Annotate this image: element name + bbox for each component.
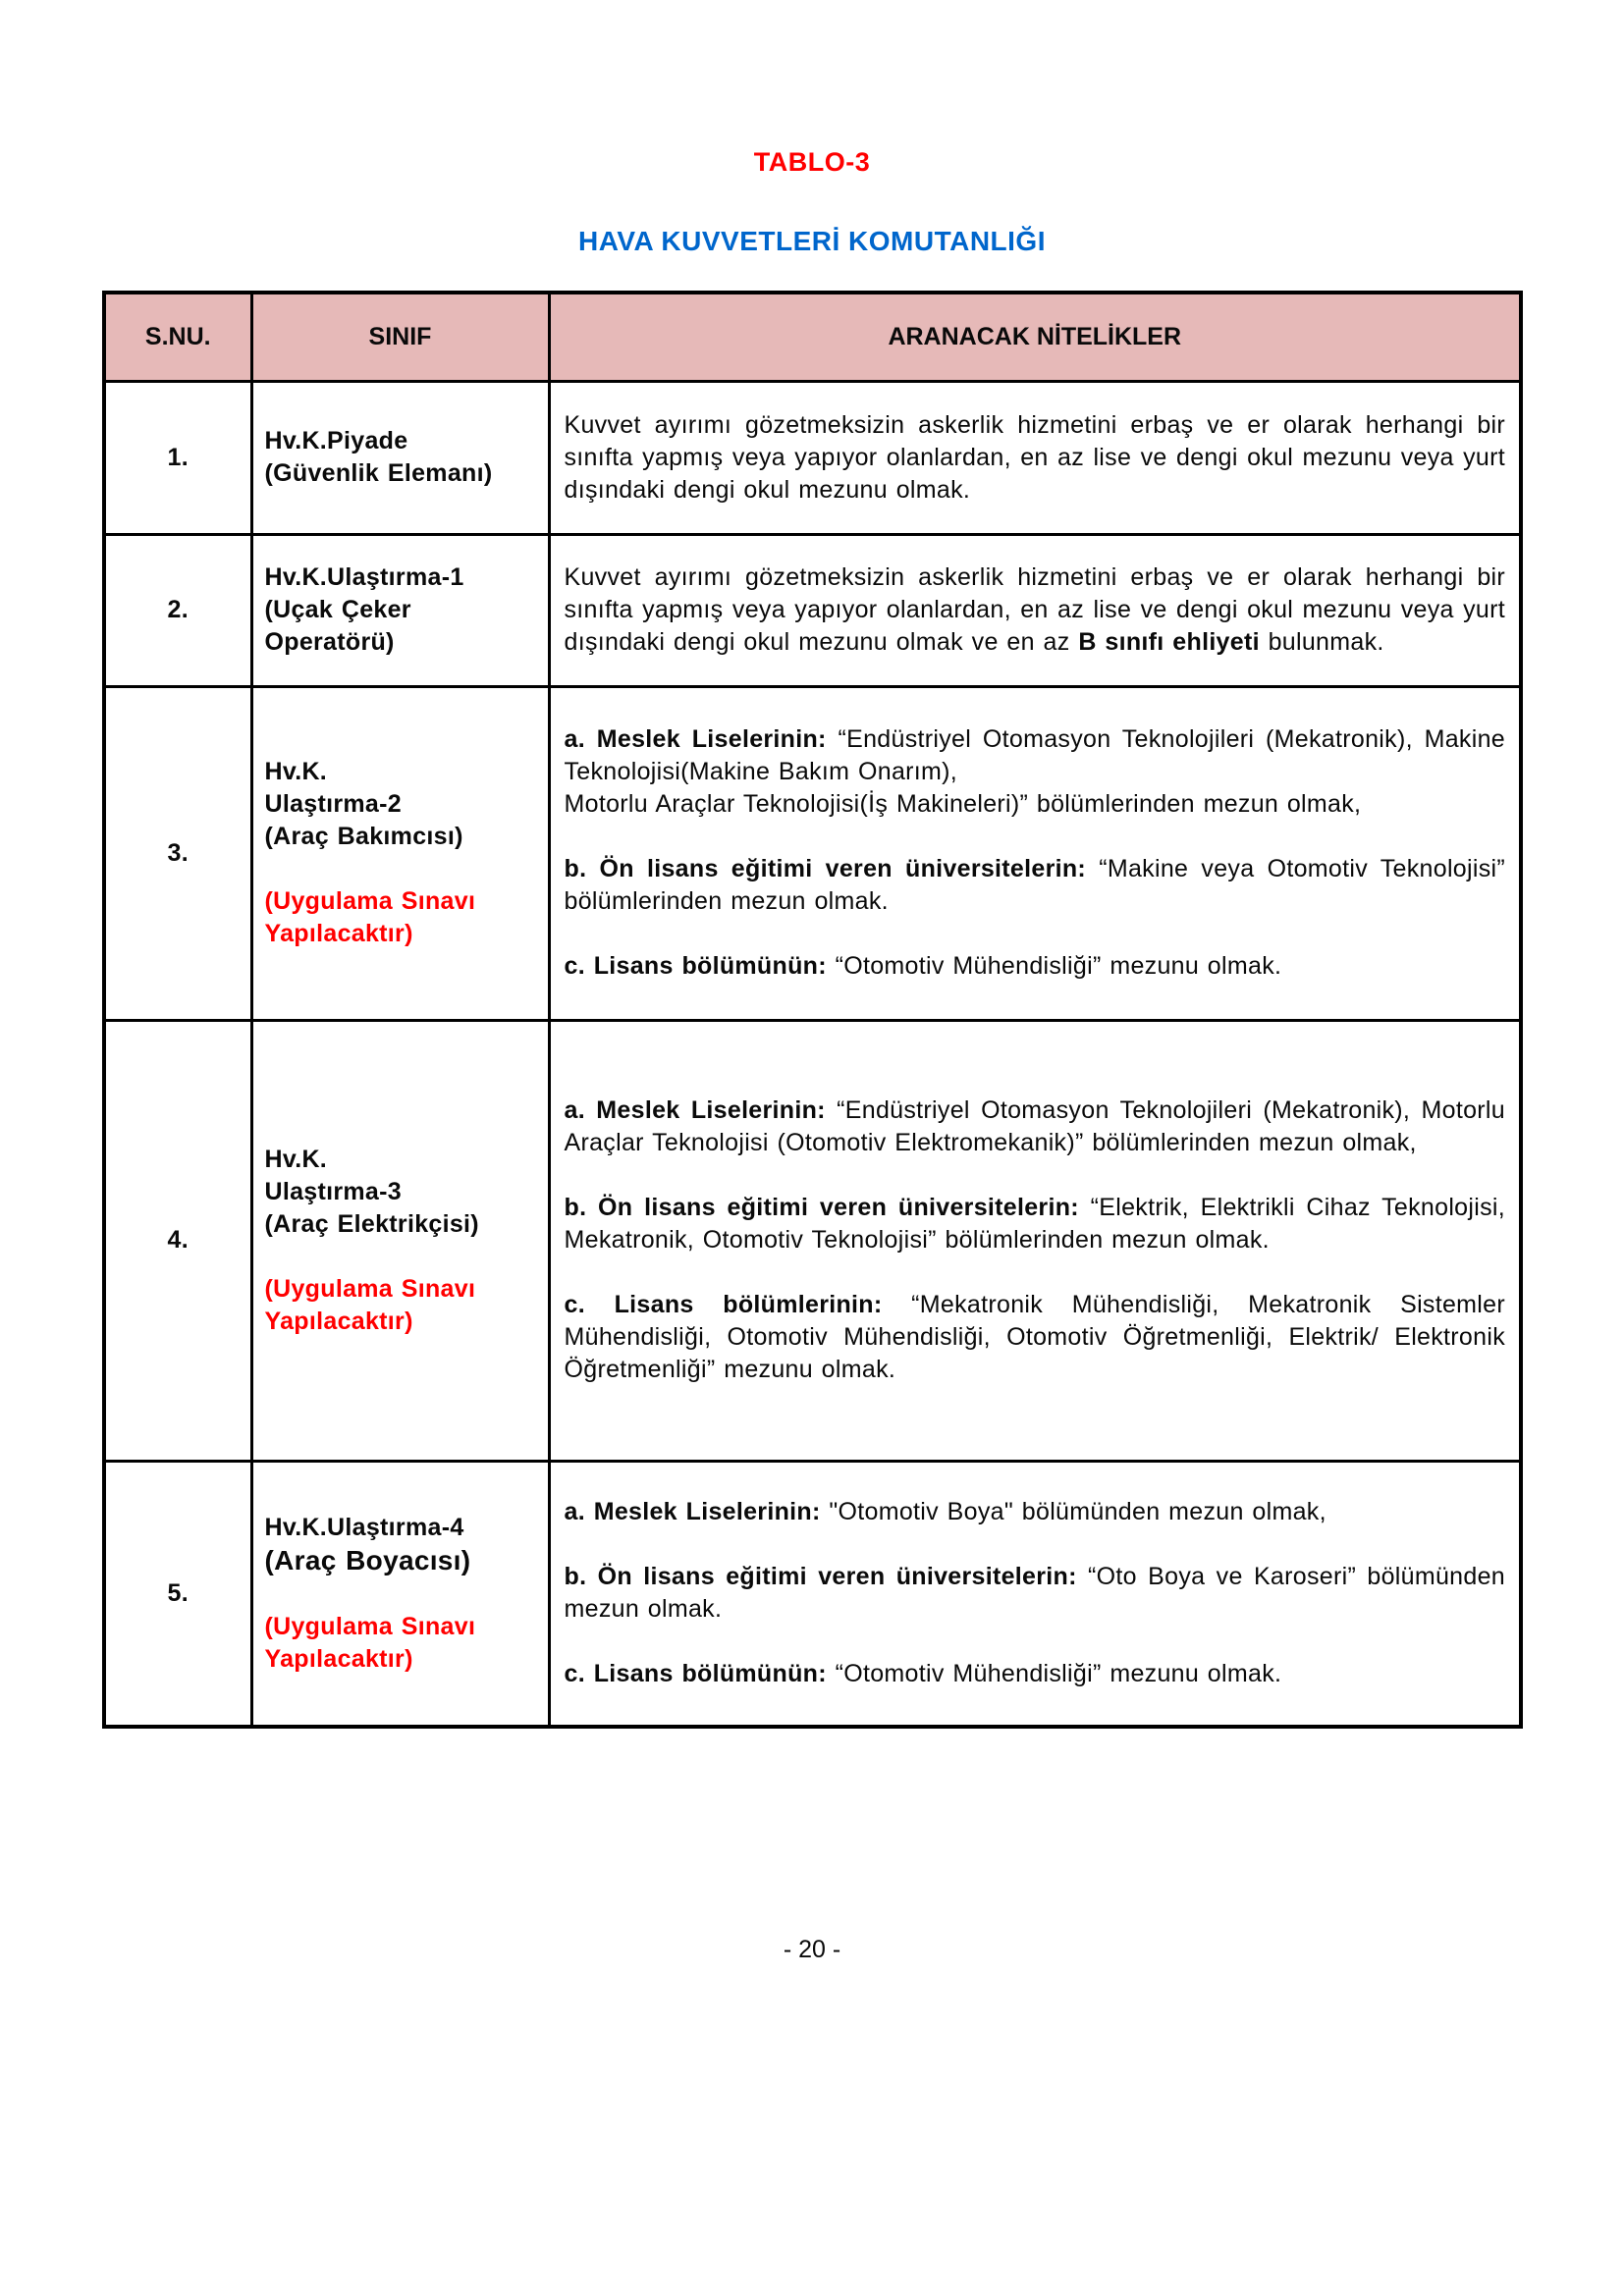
header-nitelikler: ARANACAK NİTELİKLER	[549, 293, 1521, 381]
table-header-row	[104, 293, 1521, 381]
cell-paragraph: Kuvvet ayırımı gözetmeksizin askerlik hizmetini erbaş ve er olarak herhangi bir sınıfta yapmış veya yapıyor olanlardan, en az lise ve dengi okul mezunu veya yurt dışındaki dengi okul mezunu olmak.	[564, 410, 1505, 504]
cell-nitelikler	[549, 686, 1521, 1020]
cell-paragraph: a. Meslek Liselerinin: "Otomotiv Boya" bölümünden mezun olmak,	[564, 1498, 1326, 1526]
cell-paragraph: Hv.K. Ulaştırma-2 (Araç Bakımcısı)	[264, 758, 463, 850]
cell-nitelikler	[549, 381, 1521, 534]
command-subtitle: HAVA KUVVETLERİ KOMUTANLIĞI	[577, 226, 1046, 256]
cell-sinif	[251, 381, 549, 534]
cell-paragraph: b. Ön lisans eğitimi veren üniversitelerin: “Elektrik, Elektrikli Cihaz Teknolojisi, Mekatronik, Otomotiv Teknolojisi” bölümlerinden mezun olmak.	[564, 1194, 1505, 1254]
cell-paragraph: c. Lisans bölümlerinin: “Mekatronik Mühendisliği, Mekatronik Sistemler Mühendisliği, Otomotiv Mühendisliği, Otomotiv Öğretmenliği, Elektrik/ Elektronik Öğretmenliği” mezunu olmak.	[564, 1291, 1505, 1383]
cell-paragraph: Hv.K.Piyade (Güvenlik Elemanı)	[264, 427, 493, 487]
cell-sinif	[251, 1020, 549, 1461]
table-body	[104, 381, 1521, 1727]
cell-sinif	[251, 534, 549, 686]
cell-sno: 3.	[104, 686, 251, 1020]
page-number: - 20 -	[783, 1936, 841, 1963]
requirements-table	[102, 291, 1523, 1729]
cell-sno: 4.	[104, 1020, 251, 1461]
header-sinif: SINIF	[251, 293, 549, 381]
cell-sno: 1.	[104, 381, 251, 534]
cell-paragraph: c. Lisans bölümünün: “Otomotiv Mühendisliği” mezunu olmak.	[564, 952, 1282, 980]
cell-paragraph: (Uygulama Sınavı Yapılacaktır)	[264, 1274, 476, 1335]
cell-nitelikler	[549, 1020, 1521, 1461]
cell-paragraph: Hv.K. Ulaştırma-3 (Araç Elektrikçisi)	[264, 1145, 479, 1238]
page-title: TABLO-3	[753, 147, 871, 177]
cell-paragraph: b. Ön lisans eğitimi veren üniversitelerin: “Oto Boya ve Karoseri” bölümünden mezun olmak.	[564, 1563, 1505, 1624]
cell-nitelikler	[549, 534, 1521, 686]
header-sno: S.NU.	[104, 293, 251, 381]
cell-paragraph: Hv.K.Ulaştırma-1 (Uçak Çeker Operatörü)	[264, 563, 464, 656]
cell-nitelikler	[549, 1461, 1521, 1727]
table-row	[104, 534, 1521, 686]
cell-paragraph: Hv.K.Ulaştırma-4 (Araç Boyacısı)	[264, 1513, 471, 1575]
table-row	[104, 686, 1521, 1020]
table-row	[104, 1020, 1521, 1461]
cell-sno: 5.	[104, 1461, 251, 1727]
table-row	[104, 381, 1521, 534]
cell-paragraph: b. Ön lisans eğitimi veren üniversitelerin: “Makine veya Otomotiv Teknolojisi” bölümlerinden mezun olmak.	[564, 855, 1505, 915]
cell-paragraph: c. Lisans bölümünün: “Otomotiv Mühendisliği” mezunu olmak.	[564, 1660, 1282, 1688]
table-row	[104, 1461, 1521, 1727]
cell-sinif	[251, 686, 549, 1020]
cell-paragraph: a. Meslek Liselerinin: “Endüstriyel Otomasyon Teknolojileri (Mekatronik), Motorlu Araçlar Teknolojisi (Otomotiv Elektromekanik)” bölümlerinden mezun olmak,	[564, 1096, 1505, 1156]
cell-sinif	[251, 1461, 549, 1727]
cell-paragraph: a. Meslek Liselerinin: “Endüstriyel Otomasyon Teknolojileri (Mekatronik), Makine Teknolojisi(Makine Bakım Onarım), Motorlu Araçlar Teknolojisi(İş Makineleri)” bölümlerinden mezun olmak,	[564, 725, 1505, 818]
cell-paragraph: (Uygulama Sınavı Yapılacaktır)	[264, 1612, 476, 1673]
cell-sno: 2.	[104, 534, 251, 686]
cell-paragraph: (Uygulama Sınavı Yapılacaktır)	[264, 887, 476, 947]
cell-paragraph: Kuvvet ayırımı gözetmeksizin askerlik hizmetini erbaş ve er olarak herhangi bir sınıfta yapmış veya yapıyor olanlardan, en az lise ve dengi okul mezunu veya yurt dışındaki dengi okul mezunu olmak ve en az B sınıfı ehliyeti bulunmak.	[564, 563, 1505, 656]
